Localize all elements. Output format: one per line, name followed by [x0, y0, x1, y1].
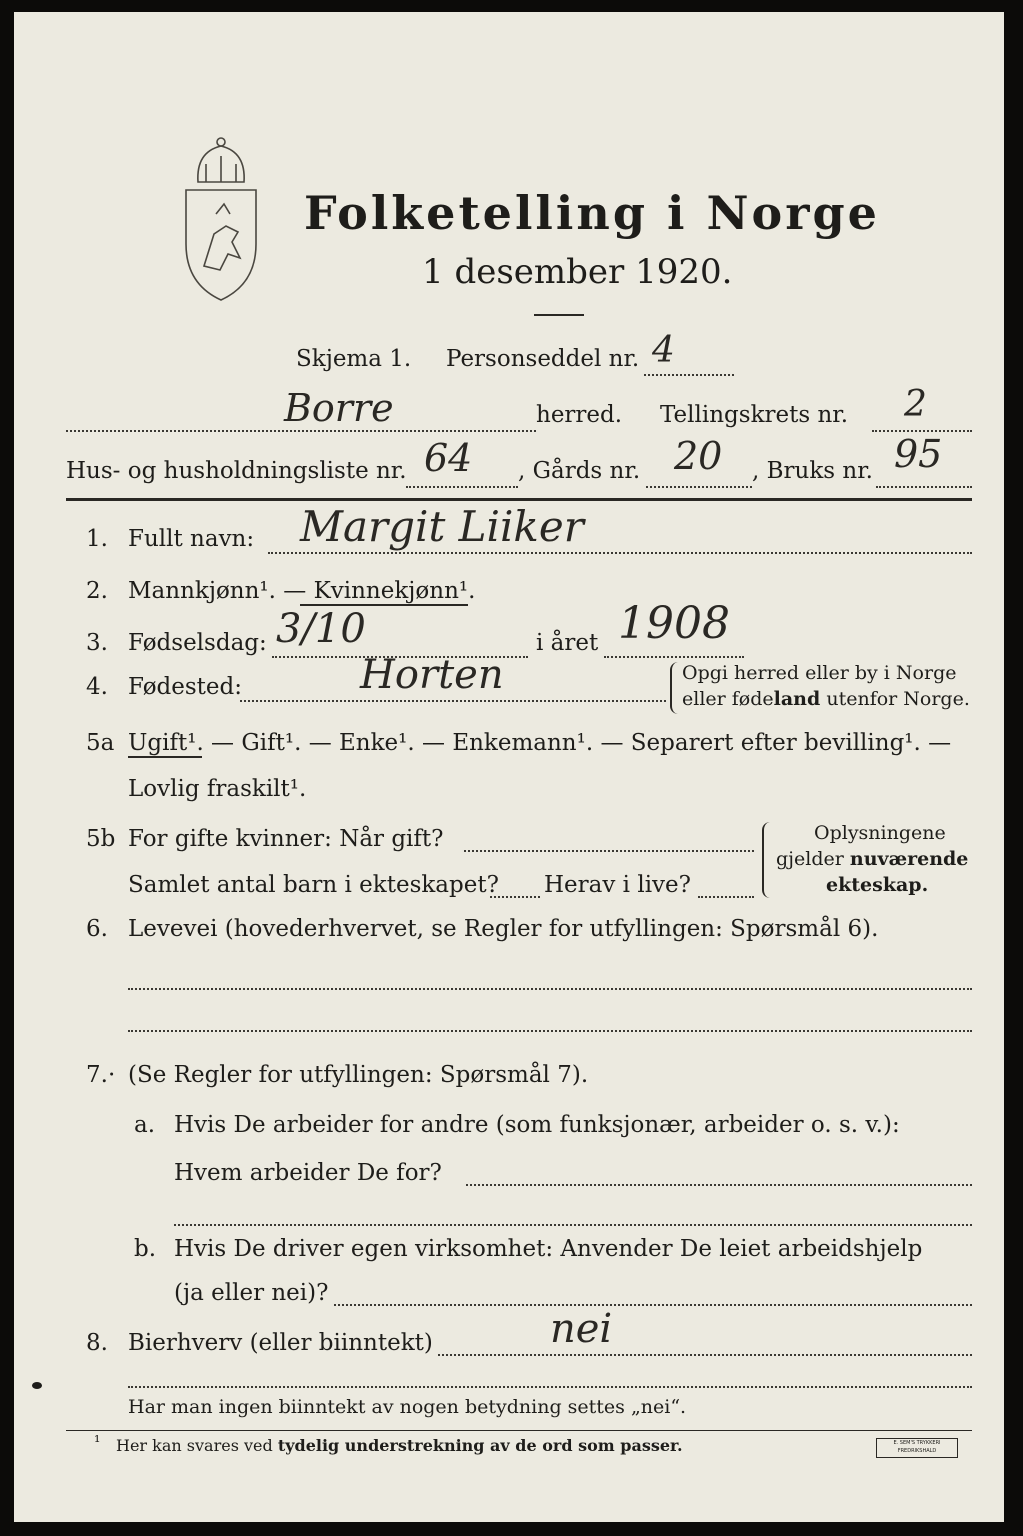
occupation-line-2 [128, 1030, 972, 1032]
side-income-line-2 [128, 1386, 972, 1388]
q8-number: 8. [86, 1330, 108, 1356]
birthdate-value: 3/10 [276, 606, 366, 652]
q5a-number: 5a [86, 730, 115, 756]
q7a-number: a. [134, 1112, 156, 1138]
marital-underline [128, 756, 202, 758]
married-when-line [464, 850, 754, 852]
q7-number: 7.· [86, 1062, 116, 1088]
gender-options: Mannkjønn¹. — Kvinnekjønn¹. [128, 578, 476, 604]
q1-number: 1. [86, 526, 108, 552]
husholdningsliste-value: 64 [424, 436, 473, 480]
bruks-label: , Bruks nr. [752, 458, 873, 484]
personseddel-value: 4 [652, 330, 675, 371]
side-income-line [438, 1354, 972, 1356]
q5b-line1: For gifte kvinner: Når gift? [128, 826, 444, 852]
birthyear-line [604, 656, 744, 658]
gards-value: 20 [674, 434, 723, 478]
q5b-note-bracket [762, 822, 774, 898]
gards-line [646, 486, 752, 488]
side-income-value: nei [550, 1306, 613, 1352]
birthyear-label: i året [536, 630, 599, 656]
q4-note-bracket [670, 662, 680, 714]
hired-help-line [334, 1304, 972, 1306]
q2-number: 2. [86, 578, 108, 604]
q6-number: 6. [86, 916, 108, 942]
full-name-value: Margit Liiker [300, 502, 584, 551]
marital-status-options: Ugift¹. — Gift¹. — Enke¹. — Enkemann¹. — Separert efter bevilling¹. — [128, 730, 952, 756]
employer-line-2 [174, 1224, 972, 1226]
q7b-number: b. [134, 1236, 157, 1262]
schema-prefix: Skjema 1. [296, 346, 412, 372]
tellingskrets-value: 2 [904, 384, 927, 425]
husholdningsliste-label: Hus- og husholdningsliste nr. [66, 458, 407, 484]
q5b-children-label: Samlet antal barn i ekteskapet? [128, 872, 499, 898]
herred-label: herred. [536, 402, 623, 428]
coat-of-arms-icon [176, 134, 266, 304]
q5b-note-line3 [826, 874, 928, 896]
bruks-value: 95 [894, 432, 943, 476]
q5b-note-ekteskap: ekteskap. [826, 874, 929, 896]
q4-label: Fødested: [128, 674, 243, 700]
q5b-alive-label: Herav i live? [544, 872, 691, 898]
census-date: 1 desember 1920. [422, 252, 733, 292]
q5b-number: 5b [86, 826, 116, 852]
occupation-line-1 [128, 988, 972, 990]
personseddel-line [644, 374, 734, 376]
birthyear-value: 1908 [618, 598, 730, 649]
q4-note-part-b: land [773, 688, 821, 710]
q5b-note-line2 [776, 848, 968, 870]
q7-label: (Se Regler for utfyllingen: Spørsmål 7). [128, 1062, 589, 1088]
title-divider [534, 314, 584, 316]
q4-note-part-c: utenfor Norge. [820, 688, 970, 710]
q4-note-part-a: eller føde [682, 688, 774, 710]
footnote-text-a: Her kan svares ved [116, 1436, 278, 1455]
q5b-note-line1: Oplysningene [814, 822, 946, 844]
printer-stamp-text: E. SEM'S TRYKKERI FREDRIKSHALD [893, 1440, 941, 1454]
form-title: Folketelling i Norge [304, 186, 880, 240]
herred-value: Borre [284, 386, 394, 430]
q7b-line1: Hvis De driver egen virksomhet: Anvender De leiet arbeidshjelp [174, 1236, 923, 1262]
q7a-line2: Hvem arbeider De for? [174, 1160, 442, 1186]
printer-stamp [876, 1438, 958, 1458]
footnote-mark: ¹ [94, 1432, 101, 1451]
children-line [490, 896, 540, 898]
tellingskrets-label: Tellingskrets nr. [660, 402, 849, 428]
header-divider [66, 498, 972, 501]
census-form [14, 12, 1004, 1522]
alive-line [698, 896, 754, 898]
q1-label: Fullt navn: [128, 526, 255, 552]
herred-line [66, 430, 536, 432]
footnote-divider [66, 1430, 972, 1431]
bruks-line [876, 486, 972, 488]
q4-note-line1: Opgi herred eller by i Norge [682, 662, 957, 684]
q7b-line2: (ja eller nei)? [174, 1280, 329, 1306]
q4-note-line2 [682, 688, 970, 710]
q6-label: Levevei (hovederhvervet, se Regler for utfyllingen: Spørsmål 6). [128, 916, 879, 942]
q5b-note-part-a: gjelder [776, 848, 850, 870]
q5b-note-part-b: nuværende [849, 848, 969, 870]
gards-label: , Gårds nr. [518, 458, 641, 484]
ink-dot [32, 1382, 42, 1389]
birthplace-line [240, 700, 666, 702]
q8-note: Har man ingen biinntekt av nogen betydning settes „nei“. [128, 1396, 687, 1418]
q3-number: 3. [86, 630, 108, 656]
q7a-line1: Hvis De arbeider for andre (som funksjonær, arbeider o. s. v.): [174, 1112, 900, 1138]
footnote-text-b: tydelig understrekning av de ord som passer. [277, 1436, 683, 1455]
birthplace-value: Horten [360, 652, 504, 698]
q1-line [268, 552, 972, 554]
footnote-text [116, 1436, 683, 1455]
personseddel-label: Personseddel nr. [446, 346, 640, 372]
marital-status-line2: Lovlig fraskilt¹. [128, 776, 307, 802]
q4-number: 4. [86, 674, 108, 700]
q3-label: Fødselsdag: [128, 630, 267, 656]
employer-line [466, 1184, 972, 1186]
q8-label: Bierhverv (eller biinntekt) [128, 1330, 433, 1356]
husholdningsliste-line [406, 486, 518, 488]
